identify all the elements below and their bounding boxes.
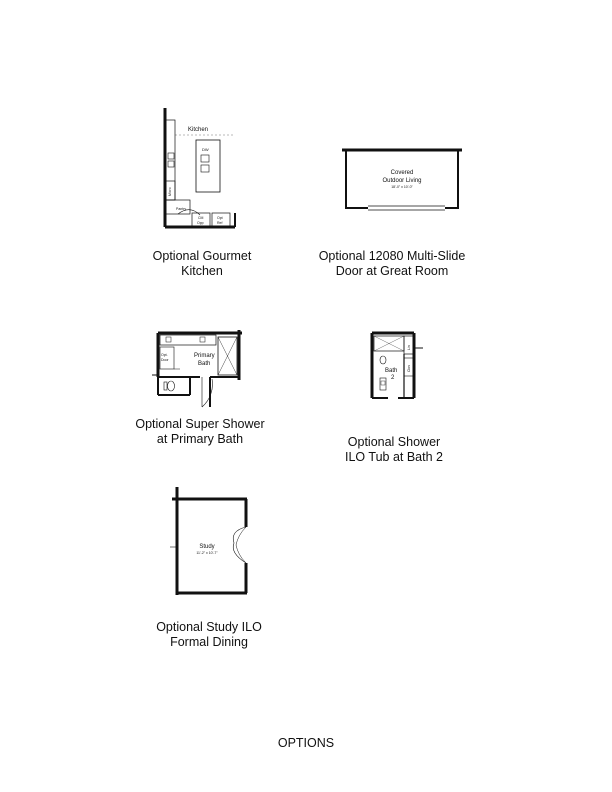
- pantry-label: Pantry: [176, 207, 187, 211]
- caption-gourmet-kitchen: [102, 249, 302, 279]
- room-label-line2: 2: [391, 375, 395, 381]
- caption-line: Optional Shower: [347, 435, 441, 449]
- caption-line: Kitchen: [181, 264, 223, 278]
- study-plan: [170, 487, 252, 597]
- room-label: Study: [199, 544, 215, 550]
- study-drawing: [170, 487, 252, 597]
- caption-line: at Primary Bath: [156, 432, 244, 446]
- bath2-plan: [368, 328, 428, 408]
- kitchen-label: Kitchen: [188, 127, 209, 133]
- kitchen-plan-drawing: [160, 105, 240, 230]
- primary-bath-drawing: [150, 325, 250, 410]
- caption-super-shower: [100, 417, 300, 447]
- opt-label-2: Ref: [217, 221, 223, 225]
- outdoor-living-drawing: [340, 145, 465, 215]
- caption-line: Optional Study ILO: [156, 620, 262, 634]
- room-label-line2: Bath: [198, 361, 211, 367]
- caption-line: Optional Gourmet: [152, 249, 252, 263]
- caption-line: ILO Tub at Bath 2: [345, 450, 443, 464]
- kitchen-plan: [160, 105, 240, 230]
- closet-label-1: Opt.: [161, 353, 168, 357]
- closet-label: Clos: [407, 364, 411, 372]
- cm-label-1: CM: [198, 216, 204, 220]
- closet-label-2: Door: [161, 358, 169, 362]
- room-label-line2: Outdoor Living: [382, 178, 422, 184]
- page-footer-title: OPTIONS: [277, 736, 335, 750]
- caption-line: Optional 12080 Multi-Slide: [318, 249, 466, 263]
- caption-line: Optional Super Shower: [135, 417, 265, 431]
- room-label-line1: Bath: [385, 368, 398, 374]
- caption-study: [109, 620, 309, 650]
- linen-label: Lin: [407, 345, 411, 350]
- caption-line: Door at Great Room: [335, 264, 449, 278]
- microwave-label: Micro: [168, 187, 172, 196]
- room-dimensions: 11'-2" x 10'-7": [196, 551, 218, 555]
- caption-line: Formal Dining: [170, 635, 248, 649]
- dishwasher-label: DW: [202, 147, 209, 152]
- primary-bath-plan: [150, 325, 250, 410]
- bath2-drawing: [368, 328, 428, 408]
- caption-shower-bath2: [294, 435, 494, 465]
- room-label-line1: Primary: [194, 353, 215, 359]
- room-label-line1: Covered: [390, 170, 414, 176]
- opt-label-1: Opt: [217, 216, 223, 220]
- caption-multi-slide-door: [292, 249, 492, 279]
- outdoor-living-plan: [340, 145, 465, 215]
- cm-label-2: Opp: [197, 221, 204, 225]
- room-dimensions: 18'-0" x 10'-0": [391, 185, 413, 189]
